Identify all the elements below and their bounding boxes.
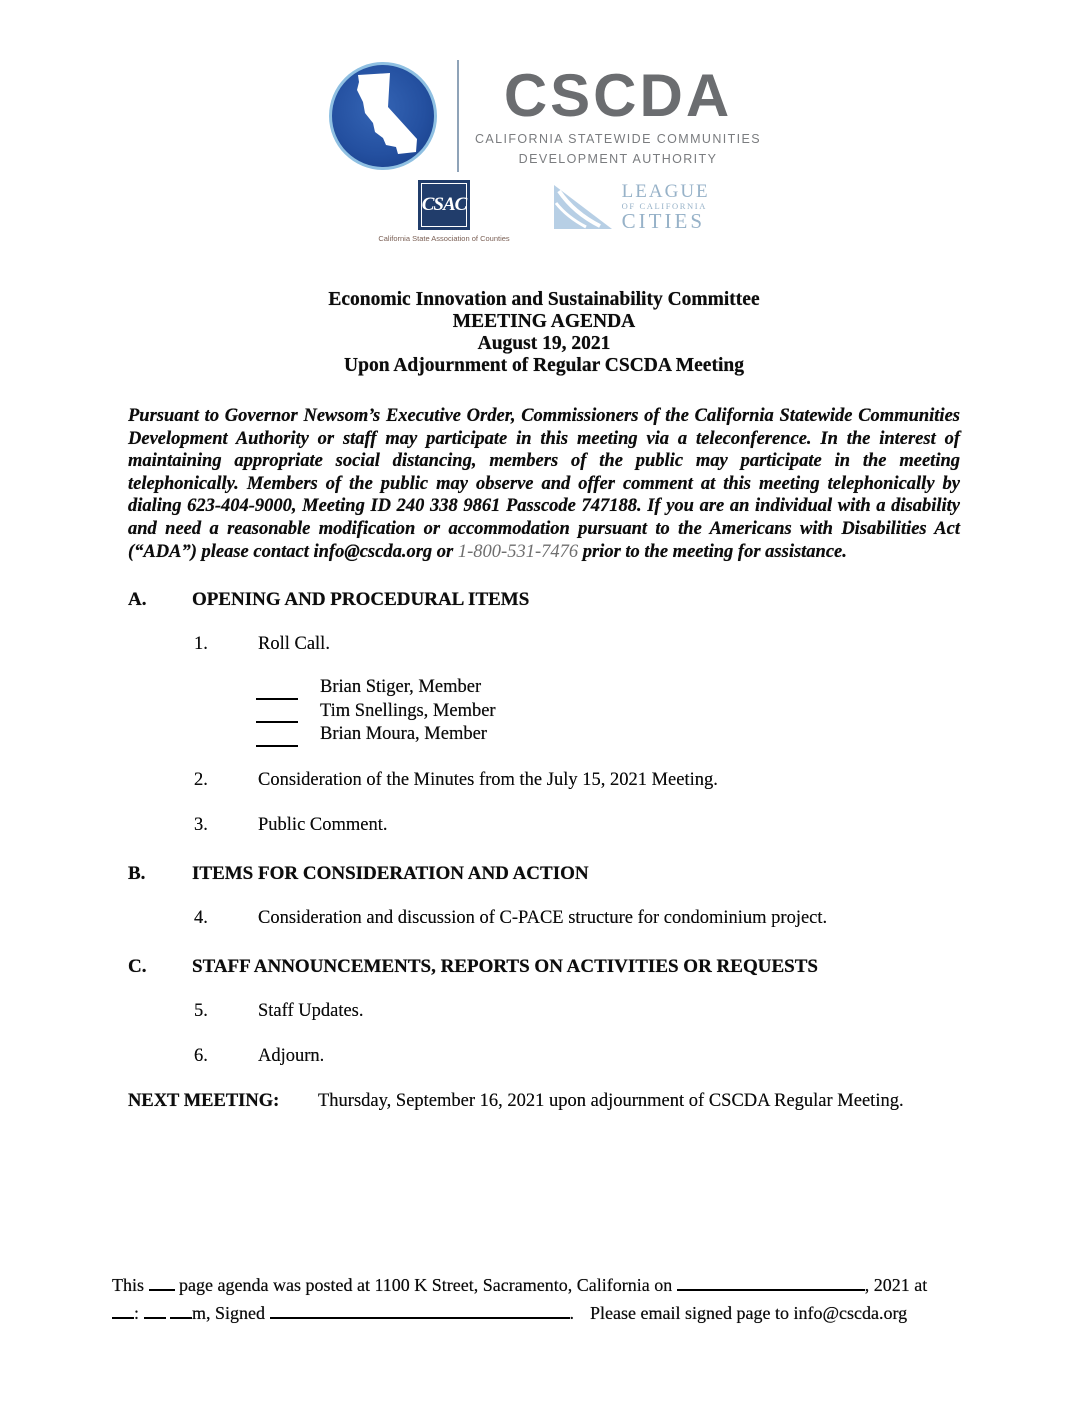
cscda-wordmark: CSCDA: [503, 62, 733, 129]
footer-period: .: [569, 1302, 575, 1323]
agenda-item-5: [128, 1000, 960, 1023]
csac-logo: [378, 180, 509, 243]
league-line3: CITIES: [621, 209, 705, 233]
section-a-letter: A.: [128, 589, 147, 611]
footer-this-label: This: [112, 1275, 145, 1295]
roll-call-row: [256, 676, 960, 700]
agenda-item-1: [128, 633, 960, 656]
item-5-text: Staff Updates.: [258, 1000, 364, 1021]
item-1-text: Roll Call.: [258, 634, 330, 655]
notice-text-part1: Pursuant to Governor Newsom’s Executive Order, Commissioners of the California Statewide Communities Development Authority or staff may participate in this meeting via a teleconference. In the interest of maintaining appropriate social distancing, members of the public may participate in the meeting telephonically. Members of the public may observe and offer comment at this meeting telephonically by dialing 623-404-9000, Meeting ID 240 338 9861 Passcode 747188. If you are an individual with a disability and need a reasonable modification or accommodation pursuant to the Americans with Disabilities Act (“ADA”) please contact info@cscda.org or: [128, 406, 960, 562]
section-a-heading-row: [128, 588, 960, 611]
item-3-text: Public Comment.: [258, 814, 388, 835]
posting-date-blank: [677, 1275, 865, 1291]
title-committee: Economic Innovation and Sustainability Committee: [328, 289, 760, 310]
logo-divider: [457, 60, 459, 172]
section-c-heading: STAFF ANNOUNCEMENTS, REPORTS ON ACTIVITIES OR REQUESTS: [192, 955, 818, 977]
roll-call-list: [128, 676, 960, 747]
teleconference-notice: [128, 405, 960, 563]
item-4-number: 4.: [194, 907, 208, 928]
item-2-number: 2.: [194, 769, 208, 790]
roll-call-blank-line: [256, 705, 298, 723]
csac-caption: California State Association of Counties: [378, 234, 510, 243]
league-wordmark: [622, 182, 710, 232]
footer-line-2: [112, 1300, 960, 1328]
partner-logos: [0, 180, 1088, 243]
footer-year-text: , 2021 at: [864, 1275, 928, 1295]
page-count-blank: [149, 1275, 175, 1291]
league-swoosh-icon: [552, 183, 614, 231]
cscda-subtitle-line2: DEVELOPMENT AUTHORITY: [518, 152, 718, 166]
roll-call-member-3: Brian Moura, Member: [320, 724, 487, 745]
roll-call-blank-line: [256, 729, 298, 747]
item-5-number: 5.: [194, 1000, 208, 1021]
section-c-heading-row: [128, 955, 960, 978]
item-3-number: 3.: [194, 814, 208, 835]
roll-call-row: [256, 700, 960, 724]
next-meeting-row: [128, 1090, 960, 1113]
section-a-heading: OPENING AND PROCEDURAL ITEMS: [192, 589, 530, 611]
section-b-letter: B.: [128, 862, 146, 884]
section-c-letter: C.: [128, 955, 147, 977]
cscda-subtitle-line1: CALIFORNIA STATEWIDE COMMUNITIES: [474, 132, 762, 146]
footer-email-text: Please email signed page to info@cscda.org: [590, 1302, 908, 1323]
roll-call-member-2: Tim Snellings, Member: [320, 700, 496, 721]
csac-acronym: CSAC: [421, 194, 467, 215]
item-2-text: Consideration of the Minutes from the July 15, 2021 Meeting.: [258, 769, 718, 790]
section-b-heading: ITEMS FOR CONSIDERATION AND ACTION: [192, 862, 589, 884]
league-line2: OF CALIFORNIA: [621, 201, 707, 211]
header-logo: [0, 60, 1088, 172]
agenda-item-6: [128, 1045, 960, 1068]
cscda-california-globe-icon: [327, 60, 439, 172]
league-logo: [552, 182, 710, 232]
signature-blank: [270, 1303, 570, 1319]
footer-colon: :: [134, 1302, 140, 1323]
league-line1: LEAGUE: [621, 181, 710, 202]
document-title: [128, 289, 960, 377]
next-meeting-label: NEXT MEETING:: [128, 1090, 280, 1111]
item-6-number: 6.: [194, 1045, 208, 1066]
item-4-text: Consideration and discussion of C-PACE structure for condominium project.: [258, 907, 828, 928]
agenda-item-2: [128, 769, 960, 792]
title-date: August 19, 2021: [477, 333, 611, 354]
footer-line-1: [112, 1272, 960, 1300]
posting-certification-footer: [112, 1272, 960, 1327]
minute-blank: [144, 1303, 166, 1319]
item-6-text: Adjourn.: [258, 1045, 325, 1066]
title-meeting-agenda: MEETING AGENDA: [452, 311, 636, 332]
next-meeting-text: Thursday, September 16, 2021 upon adjournment of CSCDA Regular Meeting.: [318, 1090, 904, 1111]
roll-call-member-1: Brian Stiger, Member: [320, 677, 482, 698]
title-adjournment: Upon Adjournment of Regular CSCDA Meeting: [344, 355, 744, 376]
ada-phone-number: 1-800-531-7476: [457, 541, 579, 562]
notice-text-part2: prior to the meeting for assistance.: [578, 541, 847, 562]
footer-posted-text: page agenda was posted at 1100 K Street, Sacramento, California on: [179, 1275, 673, 1295]
am-pm-blank: [170, 1303, 192, 1319]
roll-call-row: [256, 723, 960, 747]
csac-logo-icon: [418, 180, 470, 230]
footer-signed-text: m, Signed: [192, 1302, 266, 1323]
roll-call-blank-line: [256, 682, 298, 700]
item-1-number: 1.: [194, 634, 208, 655]
section-b-heading-row: [128, 862, 960, 885]
hour-blank: [112, 1303, 134, 1319]
agenda-item-3: [128, 814, 960, 837]
agenda-item-4: [128, 907, 960, 930]
